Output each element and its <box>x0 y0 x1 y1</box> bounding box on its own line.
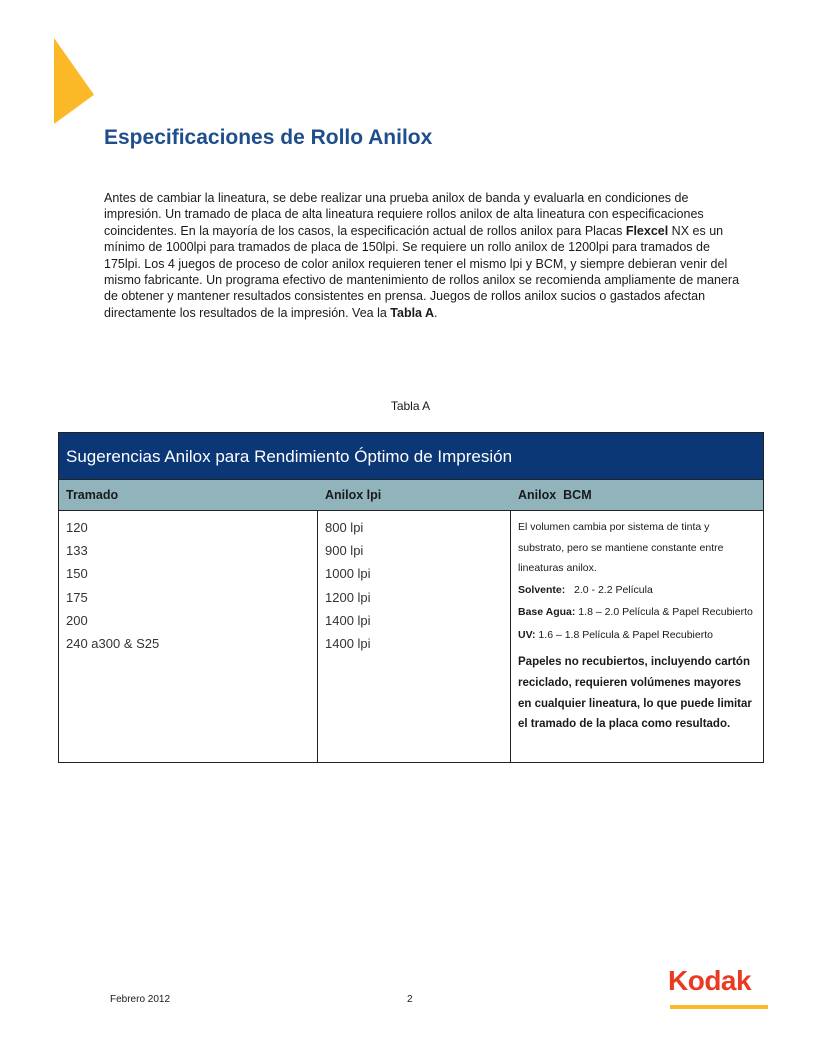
tramado-value: 240 a300 & S25 <box>66 636 160 652</box>
header-tramado: Tramado <box>66 488 119 502</box>
tramado-column <box>59 511 318 762</box>
lpi-value: 1400 lpi <box>325 636 371 652</box>
bcm-warning-line: en cualquier lineatura, lo que puede limitar <box>518 697 752 710</box>
tramado-value: 175 <box>66 589 88 605</box>
bcm-note-line: substrato, pero se mantiene constante entre <box>518 541 724 554</box>
tramado-value: 133 <box>66 543 88 559</box>
bcm-spec-value: 1.8 – 2.0 Película & Papel Recubierto <box>575 606 753 618</box>
bcm-spec-solvente <box>518 579 763 602</box>
bcm-warning-line: el tramado de la placa como resultado. <box>518 718 731 731</box>
lpi-column <box>318 511 511 762</box>
tramado-value: 200 <box>66 612 88 628</box>
bcm-spec-value: 2.0 - 2.2 Película <box>565 583 653 596</box>
table-body <box>59 511 763 762</box>
bcm-warning <box>518 652 763 735</box>
intro-table-ref: Tabla A <box>390 305 435 320</box>
header-anilox-bcm: Anilox BCM <box>518 488 592 502</box>
table-caption: Tabla A <box>390 399 431 413</box>
bcm-spec-value: 1.6 – 1.8 Película & Papel Recubierto <box>535 628 713 641</box>
intro-text-2: NX es un mínimo de 1000lpi para tramados de placa de 150lpi. Se requiere un rollo anilox de 1200lpi para tramados de 175lpi. Los 4 juegos de proceso de color anilox requieren tener el mismo lpi y BCM, y siempre debieran venir del mismo fabricante. Un programa efectivo de mantenimiento de rollos anilox se recomienda ampliamente de manera de obtener y mantener resultados consistentes en prensa. Juegos de rollos anilox sucios o gastados afectan directamente los resultados de la impresión. Vea la <box>104 223 740 320</box>
intro-brand: Flexcel <box>625 223 669 238</box>
bcm-warning-line: Papeles no recubiertos, incluyendo cartón <box>518 656 750 668</box>
lpi-value: 900 lpi <box>325 543 364 559</box>
bcm-note <box>518 517 763 579</box>
bcm-spec-uv <box>518 624 763 647</box>
footer-date: Febrero 2012 <box>110 994 171 1005</box>
intro-paragraph <box>104 190 744 321</box>
lpi-value: 1000 lpi <box>325 566 371 582</box>
bcm-note-line: El volumen cambia por sistema de tinta y <box>518 521 710 533</box>
bcm-spec-label: Base Agua: <box>518 606 576 618</box>
kodak-logo-bar <box>670 1005 768 1009</box>
lpi-value: 1400 lpi <box>325 612 371 628</box>
corner-triangle-decoration <box>54 38 94 124</box>
page-title: Especificaciones de Rollo Anilox <box>104 126 433 149</box>
tramado-value: 120 <box>66 520 88 535</box>
bcm-note-line: lineaturas anilox. <box>518 562 597 574</box>
lpi-value: 800 lpi <box>325 520 364 535</box>
lpi-value: 1200 lpi <box>325 589 371 605</box>
bcm-spec-label: Solvente: <box>518 583 566 596</box>
table-header-row <box>59 480 763 511</box>
header-anilox-lpi: Anilox lpi <box>325 488 382 502</box>
tramado-value: 150 <box>66 566 88 582</box>
page-number: 2 <box>407 994 413 1005</box>
bcm-spec-base-agua <box>518 601 763 624</box>
intro-text-1: Antes de cambiar la lineatura, se debe realizar una prueba anilox de banda y evaluarla en condiciones de impresión. Un tramado de placa de alta lineatura requiere rollos anilox de alta lineatura con especificaciones coincidentes. En la mayoría de los casos, la especificación actual de rollos anilox para Placas <box>104 191 704 238</box>
anilox-table <box>58 432 764 763</box>
kodak-logo <box>668 963 768 1011</box>
bcm-column <box>511 511 763 762</box>
bcm-warning-line: reciclado, requieren volúmenes mayores <box>518 676 742 689</box>
intro-end: . <box>434 305 438 320</box>
kodak-logo-text: Kodak <box>668 965 752 996</box>
table-title: Sugerencias Anilox para Rendimiento Óptimo de Impresión <box>59 433 763 480</box>
bcm-spec-label: UV: <box>518 628 536 641</box>
